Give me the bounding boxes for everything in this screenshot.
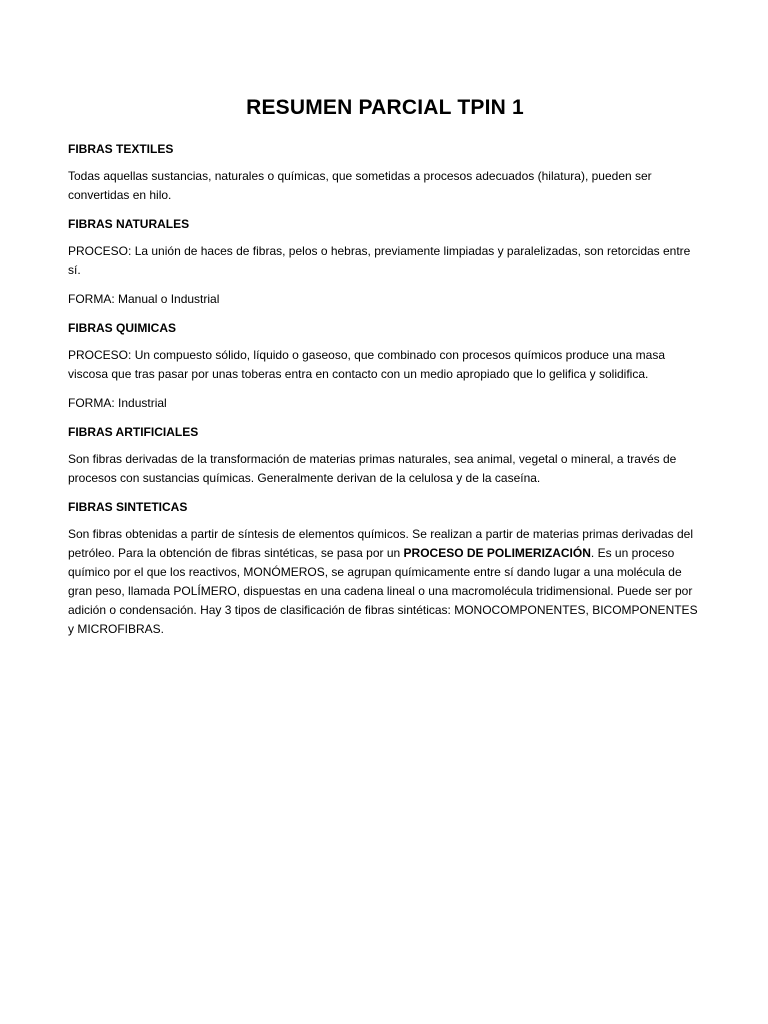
proceso-text: La unión de haces de fibras, pelos o hebras, previamente limpiadas y paralelizadas, son retorcidas entre sí. <box>68 244 691 277</box>
forma-label: FORMA: <box>68 396 115 410</box>
section-heading: FIBRAS TEXTILES <box>68 142 174 156</box>
section-heading: FIBRAS SINTETICAS <box>68 500 188 514</box>
section-paragraph: Son fibras derivadas de la transformación de materias primas naturales, sea animal, vegetal o mineral, a través de procesos con sustancias químicas. Generalmente derivan de la celulosa y de la caseína. <box>68 452 677 485</box>
forma-paragraph <box>68 290 702 309</box>
proceso-label: PROCESO: <box>68 348 132 362</box>
section-paragraph <box>68 525 702 639</box>
bold-term: PROCESO DE POLIMERIZACIÓN <box>403 546 591 560</box>
section-paragraph: Todas aquellas sustancias, naturales o químicas, que sometidas a procesos adecuados (hilatura), pueden ser convertidas en hilo. <box>68 169 652 202</box>
document-title: RESUMEN PARCIAL TPIN 1 <box>246 96 524 119</box>
proceso-paragraph <box>68 346 702 384</box>
section-heading: FIBRAS ARTIFICIALES <box>68 425 199 439</box>
section-fibras-artificiales <box>68 423 702 488</box>
section-fibras-sinteticas <box>68 498 702 639</box>
forma-label: FORMA: <box>68 292 115 306</box>
proceso-paragraph <box>68 242 702 280</box>
forma-text: Industrial <box>114 396 167 410</box>
section-heading: FIBRAS NATURALES <box>68 217 190 231</box>
forma-text: Manual o Industrial <box>114 292 220 306</box>
proceso-text: Un compuesto sólido, líquido o gaseoso, que combinado con procesos químicos produce una masa viscosa que tras pasar por unas toberas entra en contacto con un medio apropiado que lo gelifica y solidifica. <box>68 348 666 381</box>
section-fibras-quimicas <box>68 319 702 413</box>
proceso-label: PROCESO: <box>68 244 132 258</box>
paragraph-text: Son fibras obtenidas a partir de síntesis de elementos químicos. Se realizan a partir de materias primas derivadas del petróleo. Para la obtención de fibras sintéticas, se pasa por un <box>68 527 693 560</box>
section-fibras-textiles <box>68 140 702 205</box>
paragraph-text: . Es un proceso químico por el que los reactivos, MONÓMEROS, se agrupan químicamente entre sí dando lugar a una molécula de gran peso, llamada POLÍMERO, dispuestas en una cadena lineal o una macromolécula tridimensional. Puede ser por adición o condensación. Hay 3 tipos de clasificación de fibras sintéticas: MONOCOMPONENTES, BICOMPONENTES y MICROFIBRAS. <box>68 546 698 636</box>
section-heading: FIBRAS QUIMICAS <box>68 321 176 335</box>
section-fibras-naturales <box>68 215 702 309</box>
forma-paragraph <box>68 394 702 413</box>
